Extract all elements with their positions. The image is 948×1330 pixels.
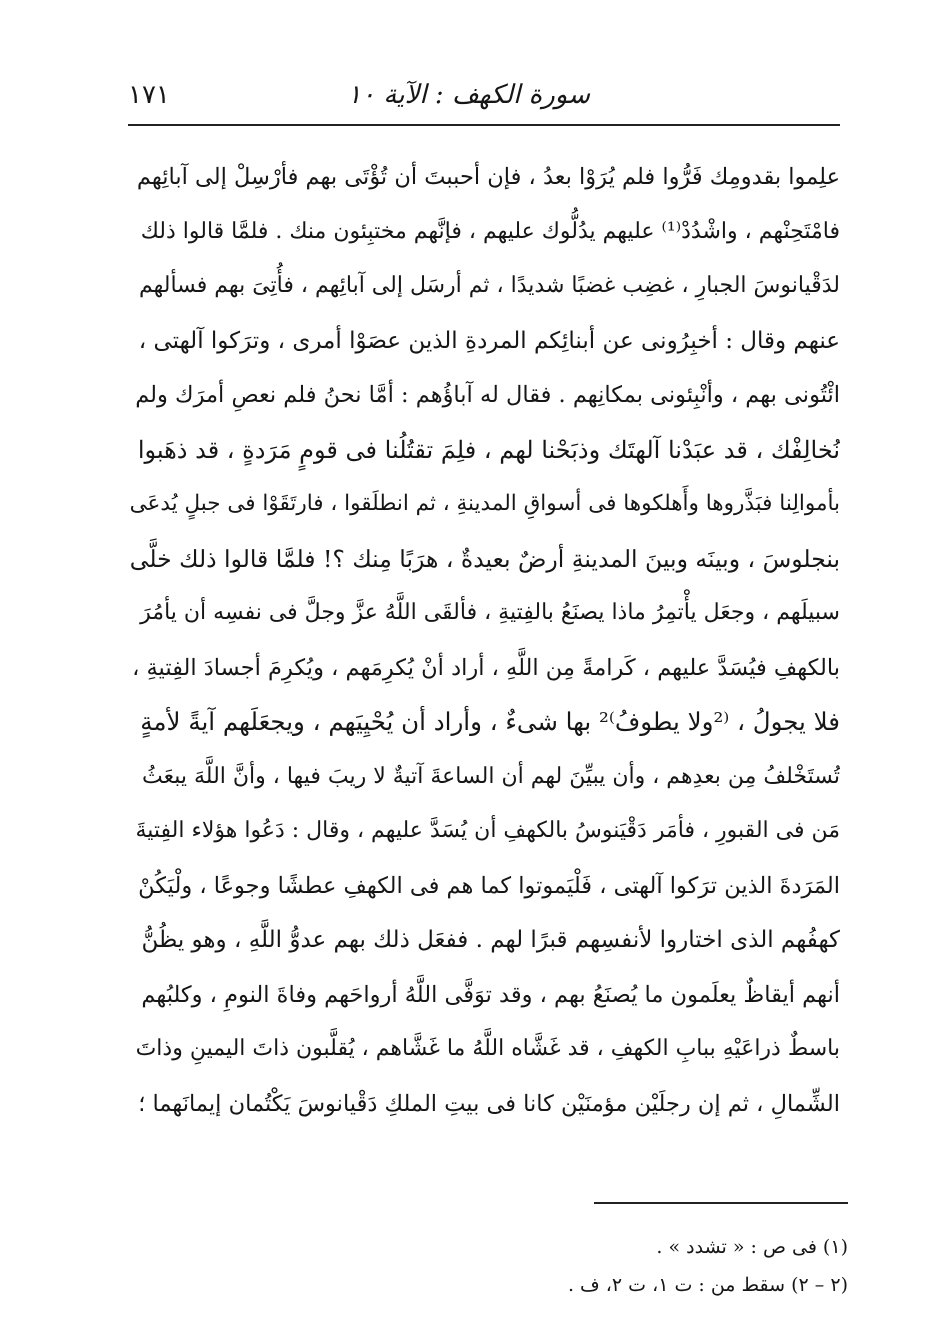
page-number: ١٧١	[128, 80, 170, 110]
text-line: فامْتَحِنْهم ، واشْدُدْ⁽¹⁾ عليهم يدُلُّوك عليهم ، فإنَّهم مختبِئون منك . فلمَّا قالوا ذلك	[140, 218, 840, 244]
footnote-rule	[594, 1202, 848, 1204]
body-text	[128, 150, 840, 1131]
text-line: عنهم وقال : أخبِرُونى عن أبنائِكم المردةِ الذين عصَوْا أمرى ، وترَكوا آلهتى ،	[138, 327, 840, 354]
text-line: نُخالِفْك ، قد عبَدْنا آلهتَك وذبَحْنا لهم ، فلِمَ تقتُلُنا فى قومٍ مَرَدةٍ ، قد ذهَبوا	[137, 435, 840, 464]
surah-title: سورة الكهف : الآية ١٠	[347, 80, 590, 110]
text-line: بالكهفِ فيُسَدَّ عليهم ، كَرامةً مِن اللَّهِ ، أراد أنْ يُكرِمَهم ، ويُكرِمَ أجسادَ الفِتيةِ ،	[132, 654, 840, 681]
header-rule	[128, 124, 840, 126]
text-line: سبيلَهم ، وجعَل يأْتمِرُ ماذا يصنَعُ بالفِتيةِ ، فألقَى اللَّهُ عزَّ وجلَّ فى نفسِه أن يأمُرَ	[140, 600, 840, 625]
text-line: فلا يجولُ ، ⁽²ولا يطوفُ⁾² بها شىءٌ ، وأراد أن يُحْيِيَهم ، ويجعَلَهم آيةً لأمةٍ	[140, 707, 840, 736]
footnote: (١) فى ص : « تشدد » .	[656, 1236, 848, 1258]
text-line: باسطٌ ذراعَيْهِ ببابِ الكهفِ ، قد غَشَّاه اللَّهُ ما غَشَّاهم ، يُقلَّبون ذاتَ اليمينِ وذاتَ	[135, 1036, 840, 1061]
footnote: (٢ – ٢) سقط من : ت ١، ت ٢، ف .	[567, 1274, 848, 1296]
text-line: مَن فى القبورِ ، فأمَر دَقْيَنوسُ بالكهفِ أن يُسَدَّ عليهم ، وقال : دَعُوا هؤلاء الفِتيةَ	[135, 818, 840, 843]
text-line: المَرَدةَ الذين ترَكوا آلهتى ، فَلْيَموتوا كما هم فى الكهفِ عطشًا وجوعًا ، ولْيَكُنْ	[138, 872, 840, 899]
text-line: بأموالِنا فبَذَّروها وأَهلكوها فى أسواقِ المدينةِ ، ثم انطلَقوا ، فارتَقَوْا فى جبلٍ يُدعَى	[129, 491, 840, 516]
text-line: لدَقْيانوسَ الجبارِ ، غضِب غضبًا شديدًا ، ثم أرسَل إلى آبائِهم ، فأُتِىَ بهم فسألهم	[138, 273, 840, 298]
text-line: كهفُهم الذى اختاروا لأنفسِهم قبرًا لهم . ففعَل ذلك بهم عدوُّ اللَّهِ ، وهو يظُنُّ	[141, 927, 840, 953]
text-line: تُستَخْلفُ مِن بعدِهم ، وأن يبيِّنَ لهم أن الساعةَ آتيةٌ لا ريبَ فيها ، وأنَّ اللَّهَ يبعَثُ	[142, 763, 840, 789]
text-line: علِموا بقدومِك فَرُّوا فلم يُرَوْا بعدُ ، فإن أحببتَ أن تُؤْتَى بهم فأرْسِلْ إلى آبائِهم	[136, 164, 840, 190]
text-line: بنجلوسَ ، وبينَه وبينَ المدينةِ أرضٌ بعيدةٌ ، هرَبًا مِنك ؟! فلمَّا قالوا ذلك خلَّى	[129, 544, 840, 573]
text-line: الشِّمالِ ، ثم إن رجلَيْن مؤمنَيْن كانا فى بيتِ الملكِ دَقْيانوسَ يَكْتُمان إيمانَهما ؛	[138, 1090, 840, 1117]
text-line: أنهم أيقاظٌ يعلَمون ما يُصنَعُ بهم ، وقد توَفَّى اللَّهُ أرواحَهم وفاةَ النومِ ، وكلبُهم	[141, 981, 840, 1008]
text-line: ائْتُونى بهم ، وأنْبِئونى بمكانِهم . فقال له آباؤُهم : أمَّا نحنُ فلم نعصِ أمرَك ولم	[135, 382, 840, 408]
running-header	[128, 80, 840, 120]
footnotes	[128, 1228, 848, 1304]
